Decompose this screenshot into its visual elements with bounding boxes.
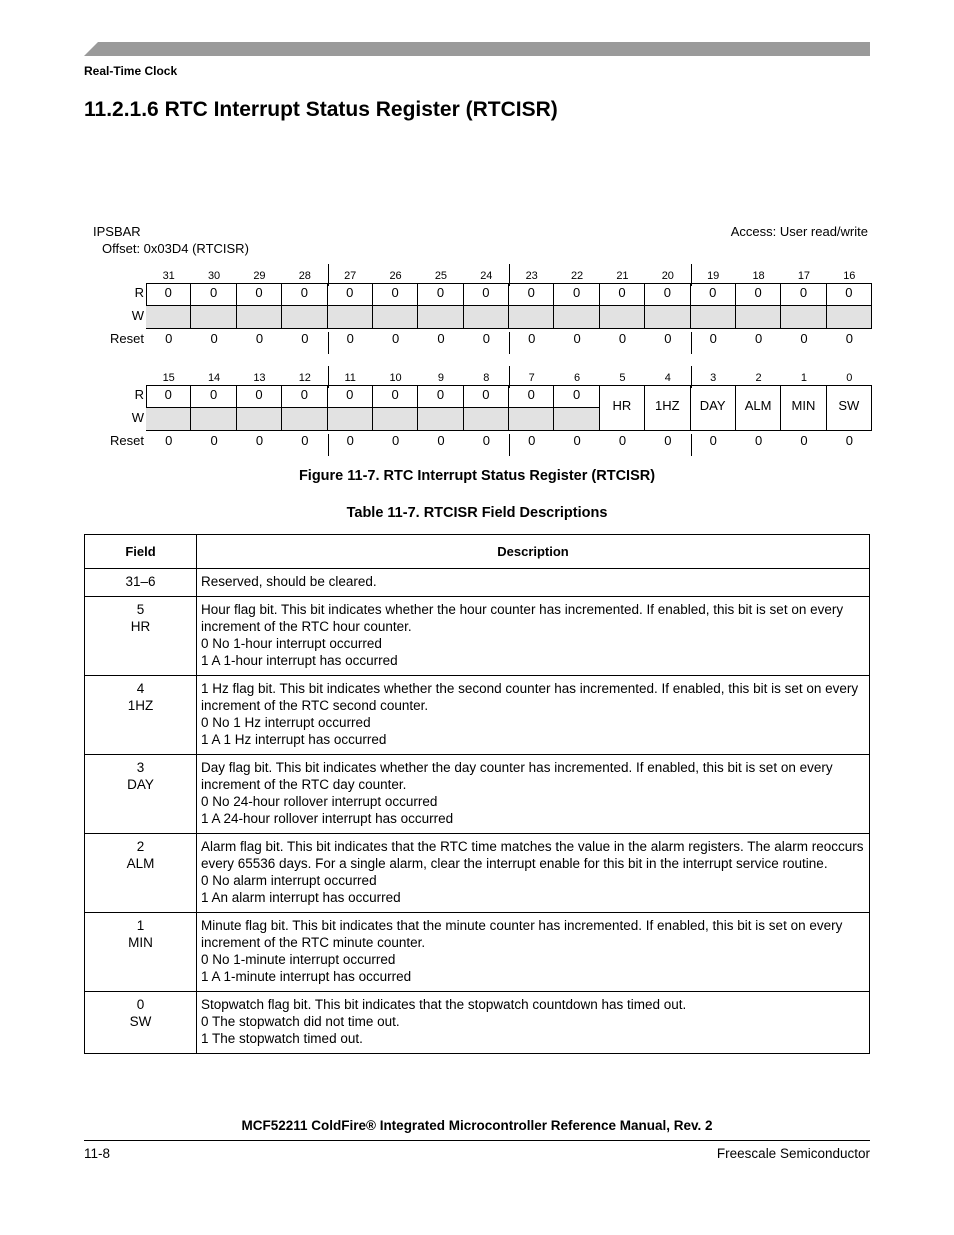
upper-write-cell bbox=[781, 306, 826, 329]
upper-read-cell: 0 bbox=[237, 283, 282, 306]
lower-bit-number: 1 bbox=[800, 372, 807, 384]
lower-read-cell: 0 bbox=[509, 385, 554, 408]
upper-write-cell bbox=[554, 306, 599, 329]
value-option: 0 No 24-hour rollover interrupt occurred bbox=[201, 794, 438, 809]
upper-write-cell bbox=[328, 306, 373, 329]
description-text: Stopwatch flag bit. This bit indicates that the stopwatch countdown has timed out. bbox=[201, 997, 687, 1012]
field-cell bbox=[85, 569, 197, 597]
lower-read-cell: 0 bbox=[237, 385, 282, 408]
table-row bbox=[85, 992, 870, 1054]
lower-bit-number: 4 bbox=[664, 372, 671, 384]
upper-reset-value: 0 bbox=[437, 331, 445, 346]
lower-write-cell bbox=[554, 408, 599, 431]
lower-row-label-w: W bbox=[131, 410, 144, 425]
upper-write-cell bbox=[373, 306, 418, 329]
upper-reset-value: 0 bbox=[754, 331, 763, 346]
upper-reset-value: 0 bbox=[346, 331, 354, 346]
upper-reset-value: 0 bbox=[573, 331, 581, 346]
upper-read-cell: 0 bbox=[691, 283, 736, 306]
lower-row-label-reset: Reset bbox=[110, 433, 144, 448]
field-name: DAY bbox=[127, 777, 154, 792]
upper-bit-number: 25 bbox=[434, 270, 448, 282]
upper-write-cell bbox=[736, 306, 781, 329]
field-name: 31–6 bbox=[125, 574, 156, 589]
lower-reset-value: 0 bbox=[709, 433, 717, 448]
lower-row-label-r: R bbox=[134, 387, 144, 402]
lower-reset-value: 0 bbox=[664, 433, 672, 448]
lower-reset-value: 0 bbox=[165, 433, 173, 448]
table-row bbox=[85, 834, 870, 913]
footer-divider bbox=[84, 1140, 870, 1141]
lower-field-cell: DAY bbox=[691, 385, 736, 431]
lower-bit-number: 6 bbox=[574, 372, 581, 384]
description-cell bbox=[197, 755, 870, 834]
upper-reset-value: 0 bbox=[482, 331, 490, 346]
lower-reset-value: 0 bbox=[800, 433, 808, 448]
value-option: 0 No 1 Hz interrupt occurred bbox=[201, 715, 371, 730]
table-header-row bbox=[85, 535, 870, 569]
upper-bit-number: 30 bbox=[207, 270, 221, 282]
table-row bbox=[85, 597, 870, 676]
lower-bit-number: 11 bbox=[344, 372, 356, 384]
lower-reset-value: 0 bbox=[845, 433, 853, 448]
upper-read-cell: 0 bbox=[282, 283, 327, 306]
lower-bit-number: 2 bbox=[755, 372, 762, 384]
field-name: MIN bbox=[128, 935, 153, 950]
lower-write-cell bbox=[464, 408, 509, 431]
lower-read-cell: 0 bbox=[282, 385, 327, 408]
lower-write-cell bbox=[509, 408, 554, 431]
figure-caption: Figure 11-7. RTC Interrupt Status Register (RTCISR) bbox=[298, 468, 656, 484]
upper-bit-number: 16 bbox=[843, 270, 856, 282]
section-header: Real-Time Clock bbox=[84, 64, 178, 78]
upper-reset-value: 0 bbox=[528, 331, 536, 346]
value-option: 0 No 1-minute interrupt occurred bbox=[201, 952, 396, 967]
lower-reset-value: 0 bbox=[482, 433, 490, 448]
description-text: 1 Hz flag bit. This bit indicates whether the second counter has incremented. If enabled, this bit is set on every increment of the RTC second counter. bbox=[201, 681, 859, 713]
upper-row-label-w: W bbox=[131, 308, 144, 323]
description-text: Minute flag bit. This bit indicates that the minute counter has incremented. If enabled, this bit is set on every increment of the RTC minute counter. bbox=[201, 918, 843, 950]
upper-reset-value: 0 bbox=[255, 331, 264, 346]
upper-read-cell: 0 bbox=[146, 283, 191, 306]
lower-field-cell: ALM bbox=[736, 385, 781, 431]
description-cell bbox=[197, 597, 870, 676]
upper-write-cell bbox=[418, 306, 463, 329]
upper-reset-value: 0 bbox=[618, 331, 627, 346]
footer-title: MCF52211 ColdFire® Integrated Microcontroller Reference Manual, Rev. 2 bbox=[241, 1118, 713, 1133]
lower-read-cell: 0 bbox=[373, 385, 418, 408]
lower-bit-number: 8 bbox=[483, 372, 490, 384]
field-name: ALM bbox=[126, 856, 155, 871]
upper-read-cell: 0 bbox=[736, 283, 781, 306]
lower-reset-value: 0 bbox=[391, 433, 400, 448]
lower-read-cell: 0 bbox=[191, 385, 236, 408]
description-cell bbox=[197, 676, 870, 755]
field-name: 5 bbox=[136, 602, 145, 617]
lower-reset-value: 0 bbox=[754, 433, 763, 448]
upper-write-cell bbox=[600, 306, 645, 329]
lower-write-cell bbox=[282, 408, 327, 431]
lower-bit-number: 9 bbox=[437, 372, 444, 384]
field-cell bbox=[85, 992, 197, 1054]
field-name: 4 bbox=[136, 681, 145, 696]
upper-reset-value: 0 bbox=[165, 331, 173, 346]
description-text: Reserved, should be cleared. bbox=[201, 574, 377, 589]
field-cell bbox=[85, 913, 197, 992]
upper-row-label-r: R bbox=[134, 285, 144, 300]
upper-read-cell: 0 bbox=[509, 283, 554, 306]
upper-bit-number: 17 bbox=[797, 270, 811, 282]
field-name: 3 bbox=[136, 760, 145, 775]
description-text: Alarm flag bit. This bit indicates that the RTC time matches the value in the alarm registers. The alarm reoccurs every 65536 days. For a single alarm, clear the interrupt enable for this bit in the interrupt service routine. bbox=[201, 839, 864, 871]
upper-write-cell bbox=[509, 306, 554, 329]
header-field: Field bbox=[85, 535, 197, 569]
table-row bbox=[85, 676, 870, 755]
value-option: 1 The stopwatch timed out. bbox=[201, 1031, 363, 1046]
field-name: 1HZ bbox=[127, 698, 154, 713]
lower-reset-value: 0 bbox=[573, 433, 581, 448]
description-cell bbox=[197, 992, 870, 1054]
upper-reset-value: 0 bbox=[845, 331, 853, 346]
value-option: 0 No alarm interrupt occurred bbox=[201, 873, 377, 888]
lower-bit-number: 14 bbox=[207, 372, 221, 384]
upper-write-cell bbox=[691, 306, 736, 329]
lower-bit-number: 5 bbox=[619, 372, 626, 384]
upper-bit-number: 21 bbox=[616, 270, 629, 282]
field-name: SW bbox=[129, 1014, 152, 1029]
upper-read-cell: 0 bbox=[191, 283, 236, 306]
lower-reset-value: 0 bbox=[437, 433, 445, 448]
description-cell bbox=[197, 913, 870, 992]
upper-reset-value: 0 bbox=[709, 331, 717, 346]
lower-read-cell: 0 bbox=[328, 385, 373, 408]
upper-reset-value: 0 bbox=[210, 331, 218, 346]
description-cell bbox=[197, 569, 870, 597]
value-option: 1 An alarm interrupt has occurred bbox=[201, 890, 401, 905]
upper-read-cell: 0 bbox=[373, 283, 418, 306]
description-cell bbox=[197, 834, 870, 913]
upper-reset-value: 0 bbox=[301, 331, 309, 346]
lower-reset-value: 0 bbox=[618, 433, 627, 448]
register-access: Access: User read/write bbox=[730, 224, 868, 239]
table-caption: Table 11-7. RTCISR Field Descriptions bbox=[346, 505, 608, 521]
register-offset: Offset: 0x03D4 (RTCISR) bbox=[102, 241, 249, 256]
lower-write-cell bbox=[373, 408, 418, 431]
lower-write-cell bbox=[418, 408, 463, 431]
register-base: IPSBAR bbox=[93, 224, 141, 239]
lower-field-cell: 1HZ bbox=[645, 385, 690, 431]
field-name: 0 bbox=[136, 997, 145, 1012]
table-row bbox=[85, 569, 870, 597]
upper-reset-value: 0 bbox=[664, 331, 672, 346]
upper-bit-number: 19 bbox=[707, 270, 720, 282]
header-bar bbox=[84, 42, 870, 56]
field-cell bbox=[85, 676, 197, 755]
lower-read-cell: 0 bbox=[146, 385, 191, 408]
upper-bit-number: 20 bbox=[661, 270, 674, 282]
field-cell bbox=[85, 755, 197, 834]
lower-reset-value: 0 bbox=[301, 433, 309, 448]
lower-bit-number: 3 bbox=[710, 372, 717, 384]
field-name: 2 bbox=[136, 839, 145, 854]
field-descriptions-table bbox=[84, 534, 870, 1054]
lower-read-cell: 0 bbox=[554, 385, 599, 408]
lower-reset-value: 0 bbox=[255, 433, 264, 448]
lower-write-cell bbox=[146, 408, 191, 431]
upper-read-cell: 0 bbox=[464, 283, 509, 306]
lower-reset-value: 0 bbox=[346, 433, 354, 448]
lower-bit-number: 13 bbox=[253, 372, 266, 384]
value-option: 1 A 1-hour interrupt has occurred bbox=[201, 653, 398, 668]
upper-read-cell: 0 bbox=[418, 283, 463, 306]
upper-write-cell bbox=[191, 306, 236, 329]
upper-reset-value: 0 bbox=[800, 331, 808, 346]
lower-read-cell: 0 bbox=[464, 385, 509, 408]
lower-field-cell: MIN bbox=[781, 385, 826, 431]
field-cell bbox=[85, 597, 197, 676]
upper-write-cell bbox=[282, 306, 327, 329]
table-row bbox=[85, 913, 870, 992]
lower-reset-value: 0 bbox=[210, 433, 218, 448]
lower-bit-number: 7 bbox=[528, 372, 535, 384]
upper-write-cell bbox=[827, 306, 872, 329]
lower-bit-number: 10 bbox=[389, 372, 402, 384]
upper-write-cell bbox=[146, 306, 191, 329]
header-description: Description bbox=[197, 535, 870, 569]
upper-read-cell: 0 bbox=[645, 283, 690, 306]
value-option: 1 A 24-hour rollover interrupt has occurred bbox=[201, 811, 454, 826]
value-option: 1 A 1-minute interrupt has occurred bbox=[201, 969, 412, 984]
lower-write-cell bbox=[328, 408, 373, 431]
upper-bit-number: 18 bbox=[752, 270, 765, 282]
upper-write-cell bbox=[237, 306, 282, 329]
field-name: HR bbox=[130, 619, 151, 634]
lower-write-cell bbox=[191, 408, 236, 431]
upper-bit-number: 23 bbox=[525, 270, 538, 282]
upper-read-cell: 0 bbox=[827, 283, 872, 306]
upper-write-cell bbox=[645, 306, 690, 329]
lower-reset-value: 0 bbox=[528, 433, 536, 448]
lower-bit-number: 0 bbox=[846, 372, 853, 384]
value-option: 0 The stopwatch did not time out. bbox=[201, 1014, 400, 1029]
upper-row-label-reset: Reset bbox=[110, 331, 144, 346]
upper-read-cell: 0 bbox=[600, 283, 645, 306]
page-title: 11.2.1.6 RTC Interrupt Status Register (RTCISR) bbox=[84, 98, 558, 121]
lower-field-cell: HR bbox=[600, 385, 645, 431]
description-text: Day flag bit. This bit indicates whether the day counter has incremented. If enabled, this bit is set on every increment of the RTC day counter. bbox=[201, 760, 833, 792]
lower-read-cell: 0 bbox=[418, 385, 463, 408]
lower-write-cell bbox=[237, 408, 282, 431]
upper-bit-number: 24 bbox=[480, 270, 493, 282]
upper-bit-number: 22 bbox=[570, 270, 584, 282]
lower-bit-number: 12 bbox=[298, 372, 311, 384]
upper-reset-value: 0 bbox=[391, 331, 400, 346]
upper-read-cell: 0 bbox=[554, 283, 599, 306]
upper-bit-number: 28 bbox=[298, 270, 311, 282]
lower-field-cell: SW bbox=[827, 385, 872, 431]
value-option: 1 A 1 Hz interrupt has occurred bbox=[201, 732, 387, 747]
upper-bit-number: 31 bbox=[162, 270, 175, 282]
upper-bit-number: 26 bbox=[389, 270, 402, 282]
upper-read-cell: 0 bbox=[781, 283, 826, 306]
table-row bbox=[85, 755, 870, 834]
field-name: 1 bbox=[136, 918, 145, 933]
publisher: Freescale Semiconductor bbox=[716, 1146, 870, 1161]
field-cell bbox=[85, 834, 197, 913]
lower-bit-number: 15 bbox=[162, 372, 175, 384]
upper-read-cell: 0 bbox=[328, 283, 373, 306]
upper-write-cell bbox=[464, 306, 509, 329]
upper-bit-number: 27 bbox=[344, 270, 357, 282]
upper-bit-number: 29 bbox=[253, 270, 266, 282]
value-option: 0 No 1-hour interrupt occurred bbox=[201, 636, 382, 651]
description-text: Hour flag bit. This bit indicates whether the hour counter has incremented. If enabled, this bit is set on every increment of the RTC hour counter. bbox=[201, 602, 844, 634]
page-number: 11-8 bbox=[84, 1146, 111, 1161]
